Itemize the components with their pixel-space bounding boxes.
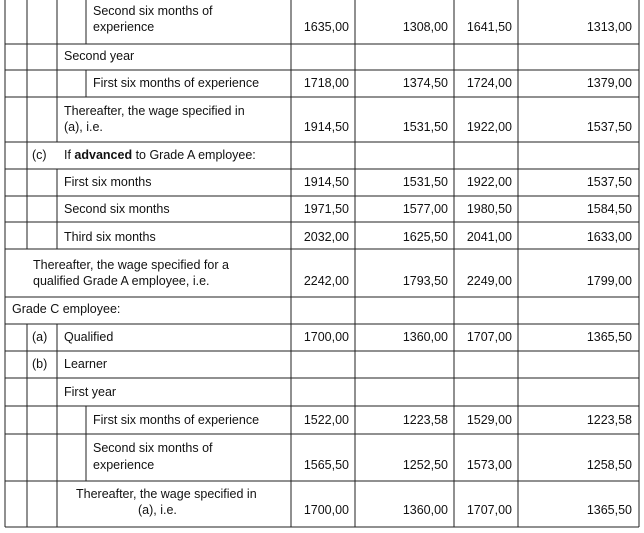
value-cell: 1565,50 (303, 458, 349, 472)
value-cell: 1360,00 (402, 330, 448, 344)
value-cell: 1360,00 (402, 503, 448, 517)
row-marker: (a) (32, 330, 48, 344)
row-label: Second six months of (93, 441, 213, 455)
row-label: Qualified (64, 330, 114, 344)
value-cell: 1537,50 (586, 175, 632, 189)
value-cell: 1625,50 (402, 230, 448, 244)
value-cell: 1379,00 (586, 76, 632, 90)
value-cell: 1633,00 (586, 230, 632, 244)
value-cell: 1971,50 (303, 202, 349, 216)
row-marker: (c) (32, 148, 47, 162)
row-label: (a), i.e. (138, 503, 177, 517)
value-cell: 2041,00 (466, 230, 512, 244)
value-cell: 2032,00 (303, 230, 349, 244)
value-cell: 1914,50 (303, 175, 349, 189)
value-cell: 1573,00 (466, 458, 512, 472)
row-label: Second six months (64, 202, 170, 216)
value-cell: 1718,00 (303, 76, 349, 90)
value-cell: 1522,00 (303, 413, 349, 427)
row-label: First six months of experience (93, 76, 260, 90)
value-cell: 1635,00 (303, 20, 349, 34)
row-label: experience (93, 458, 155, 472)
row-label: Second year (64, 49, 135, 63)
row-label: If advanced to Grade A employee: (64, 148, 256, 162)
value-cell: 1700,00 (303, 503, 349, 517)
row-label: experience (93, 20, 155, 34)
value-cell: 1724,00 (466, 76, 512, 90)
value-cell: 1531,50 (402, 120, 448, 134)
value-cell: 1980,50 (466, 202, 512, 216)
value-cell: 1641,50 (466, 20, 512, 34)
value-cell: 1700,00 (303, 330, 349, 344)
row-label: Thereafter, the wage specified in (76, 487, 257, 501)
value-cell: 1914,50 (303, 120, 349, 134)
emphasis-text: advanced (74, 148, 133, 162)
row-label: Learner (64, 357, 108, 371)
value-cell: 2249,00 (466, 274, 512, 288)
row-label: Grade C employee: (12, 302, 121, 316)
row-label: Third six months (64, 230, 156, 244)
value-cell: 1793,50 (402, 274, 448, 288)
value-cell: 1308,00 (402, 20, 448, 34)
row-label: Second six months of (93, 4, 213, 18)
value-cell: 1258,50 (586, 458, 632, 472)
value-cell: 1922,00 (466, 175, 512, 189)
value-cell: 1531,50 (402, 175, 448, 189)
value-cell: 1922,00 (466, 120, 512, 134)
value-cell: 1529,00 (466, 413, 512, 427)
row-label: qualified Grade A employee, i.e. (33, 274, 210, 288)
value-cell: 1223,58 (402, 413, 448, 427)
row-label: Thereafter, the wage specified for a (33, 258, 229, 272)
value-cell: 1577,00 (402, 202, 448, 216)
value-cell: 1365,50 (586, 503, 632, 517)
value-cell: 1374,50 (402, 76, 448, 90)
value-cell: 1313,00 (586, 20, 632, 34)
value-cell: 1707,00 (466, 330, 512, 344)
value-cell: 1365,50 (586, 330, 632, 344)
value-cell: 2242,00 (303, 274, 349, 288)
row-label: Thereafter, the wage specified in (64, 104, 245, 118)
value-cell: 1584,50 (586, 202, 632, 216)
value-cell: 1537,50 (586, 120, 632, 134)
row-label: First six months (64, 175, 152, 189)
row-marker: (b) (32, 357, 48, 371)
row-label: First year (64, 385, 117, 399)
value-cell: 1799,00 (586, 274, 632, 288)
value-cell: 1252,50 (402, 458, 448, 472)
row-label: (a), i.e. (64, 120, 103, 134)
row-label: First six months of experience (93, 413, 260, 427)
value-cell: 1707,00 (466, 503, 512, 517)
value-cell: 1223,58 (586, 413, 632, 427)
